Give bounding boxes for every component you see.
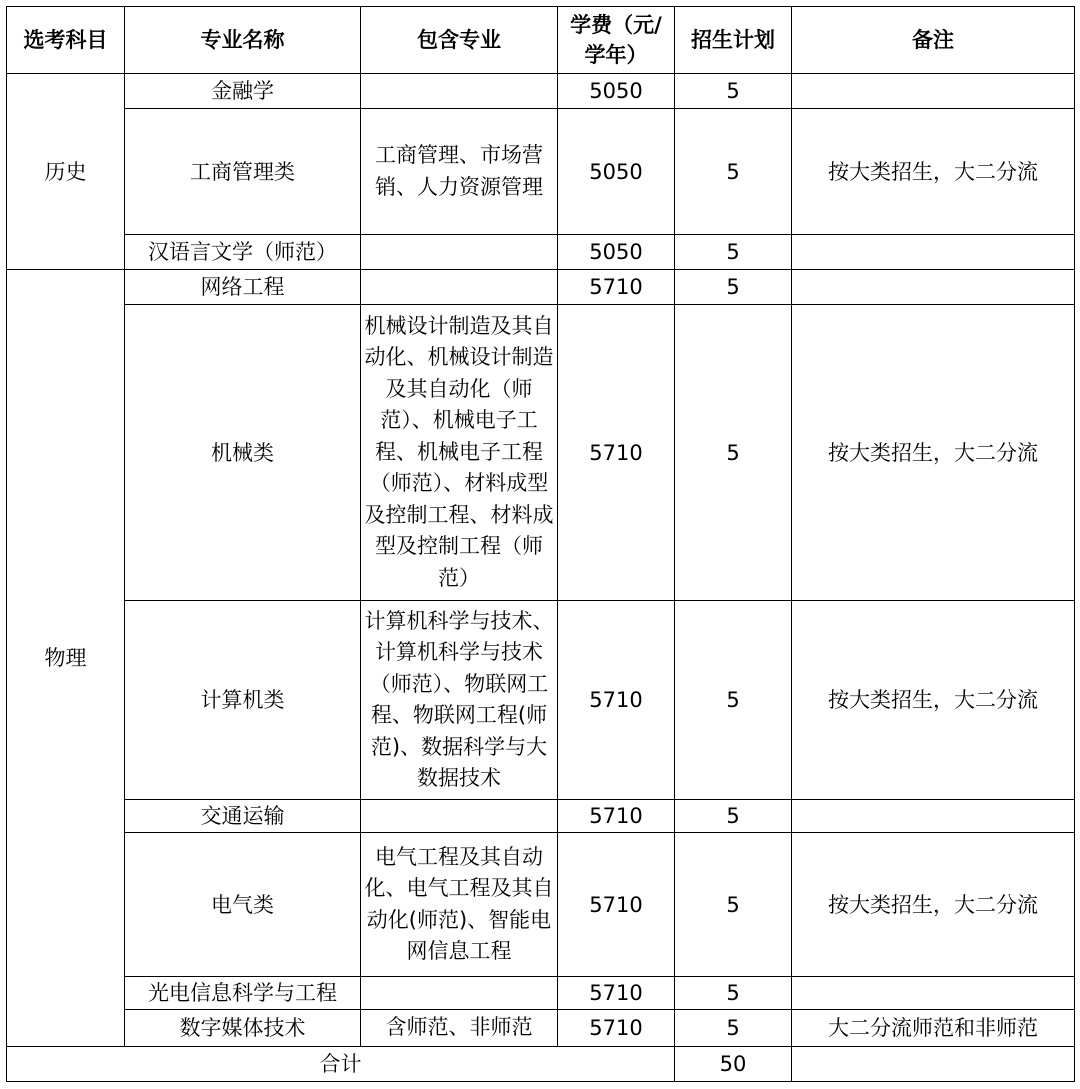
total-label: 合计 bbox=[7, 1047, 675, 1082]
header-tuition bbox=[558, 7, 675, 74]
note-cell bbox=[792, 800, 1075, 833]
header-tuition-line1: 学费（元/ bbox=[570, 13, 662, 37]
major-cell: 数字媒体技术 bbox=[125, 1010, 361, 1047]
plan-cell: 5 bbox=[675, 235, 792, 270]
note-cell bbox=[792, 74, 1075, 109]
note-cell: 按大类招生，大二分流 bbox=[792, 305, 1075, 601]
includes-cell bbox=[361, 800, 558, 833]
table-row bbox=[7, 74, 1075, 109]
tuition-cell: 5710 bbox=[558, 800, 675, 833]
table-row bbox=[7, 109, 1075, 235]
tuition-cell: 5710 bbox=[558, 601, 675, 800]
major-cell: 工商管理类 bbox=[125, 109, 361, 235]
tuition-cell: 5710 bbox=[558, 270, 675, 305]
major-cell: 电气类 bbox=[125, 833, 361, 977]
includes-cell: 含师范、非师范 bbox=[361, 1010, 558, 1047]
header-subject: 选考科目 bbox=[7, 7, 125, 74]
table-row bbox=[7, 270, 1075, 305]
table-row bbox=[7, 1010, 1075, 1047]
total-row bbox=[7, 1047, 1075, 1082]
major-cell: 金融学 bbox=[125, 74, 361, 109]
table-row bbox=[7, 305, 1075, 601]
plan-cell: 5 bbox=[675, 800, 792, 833]
major-cell: 计算机类 bbox=[125, 601, 361, 800]
total-plan: 50 bbox=[675, 1047, 792, 1082]
subject-cell: 物理 bbox=[7, 270, 125, 1047]
note-cell: 按大类招生，大二分流 bbox=[792, 601, 1075, 800]
table-row bbox=[7, 833, 1075, 977]
tuition-cell: 5050 bbox=[558, 74, 675, 109]
header-note: 备注 bbox=[792, 7, 1075, 74]
plan-cell: 5 bbox=[675, 833, 792, 977]
total-note bbox=[792, 1047, 1075, 1082]
includes-cell bbox=[361, 74, 558, 109]
table-row bbox=[7, 977, 1075, 1010]
note-cell: 按大类招生，大二分流 bbox=[792, 833, 1075, 977]
plan-cell: 5 bbox=[675, 305, 792, 601]
major-cell: 机械类 bbox=[125, 305, 361, 601]
tuition-cell: 5050 bbox=[558, 235, 675, 270]
table-row bbox=[7, 235, 1075, 270]
plan-cell: 5 bbox=[675, 74, 792, 109]
subject-cell: 历史 bbox=[7, 74, 125, 270]
tuition-cell: 5710 bbox=[558, 977, 675, 1010]
plan-cell: 5 bbox=[675, 109, 792, 235]
major-cell: 交通运输 bbox=[125, 800, 361, 833]
header-tuition-line2: 学年） bbox=[584, 43, 648, 67]
tuition-cell: 5710 bbox=[558, 1010, 675, 1047]
tuition-cell: 5710 bbox=[558, 305, 675, 601]
includes-cell: 机械设计制造及其自动化、机械设计制造及其自动化（师范）、机械电子工程、机械电子工程（师范）、材料成型及控制工程、材料成型及控制工程（师范） bbox=[361, 305, 558, 601]
includes-cell bbox=[361, 977, 558, 1010]
tuition-cell: 5050 bbox=[558, 109, 675, 235]
note-cell bbox=[792, 270, 1075, 305]
header-row bbox=[7, 7, 1075, 74]
table-row bbox=[7, 800, 1075, 833]
note-cell: 按大类招生，大二分流 bbox=[792, 109, 1075, 235]
header-includes: 包含专业 bbox=[361, 7, 558, 74]
major-cell: 光电信息科学与工程 bbox=[125, 977, 361, 1010]
major-cell: 汉语言文学（师范） bbox=[125, 235, 361, 270]
plan-cell: 5 bbox=[675, 601, 792, 800]
includes-cell: 电气工程及其自动化、电气工程及其自动化(师范)、智能电网信息工程 bbox=[361, 833, 558, 977]
includes-cell: 计算机科学与技术、计算机科学与技术（师范）、物联网工程、物联网工程(师范)、数据科学与大数据技术 bbox=[361, 601, 558, 800]
note-cell bbox=[792, 235, 1075, 270]
header-major: 专业名称 bbox=[125, 7, 361, 74]
header-plan: 招生计划 bbox=[675, 7, 792, 74]
note-cell: 大二分流师范和非师范 bbox=[792, 1010, 1075, 1047]
enrollment-plan-table bbox=[6, 6, 1075, 1082]
includes-cell: 工商管理、市场营销、人力资源管理 bbox=[361, 109, 558, 235]
tuition-cell: 5710 bbox=[558, 833, 675, 977]
plan-cell: 5 bbox=[675, 977, 792, 1010]
includes-cell bbox=[361, 235, 558, 270]
includes-cell bbox=[361, 270, 558, 305]
major-cell: 网络工程 bbox=[125, 270, 361, 305]
table-row bbox=[7, 601, 1075, 800]
plan-cell: 5 bbox=[675, 1010, 792, 1047]
plan-cell: 5 bbox=[675, 270, 792, 305]
note-cell bbox=[792, 977, 1075, 1010]
